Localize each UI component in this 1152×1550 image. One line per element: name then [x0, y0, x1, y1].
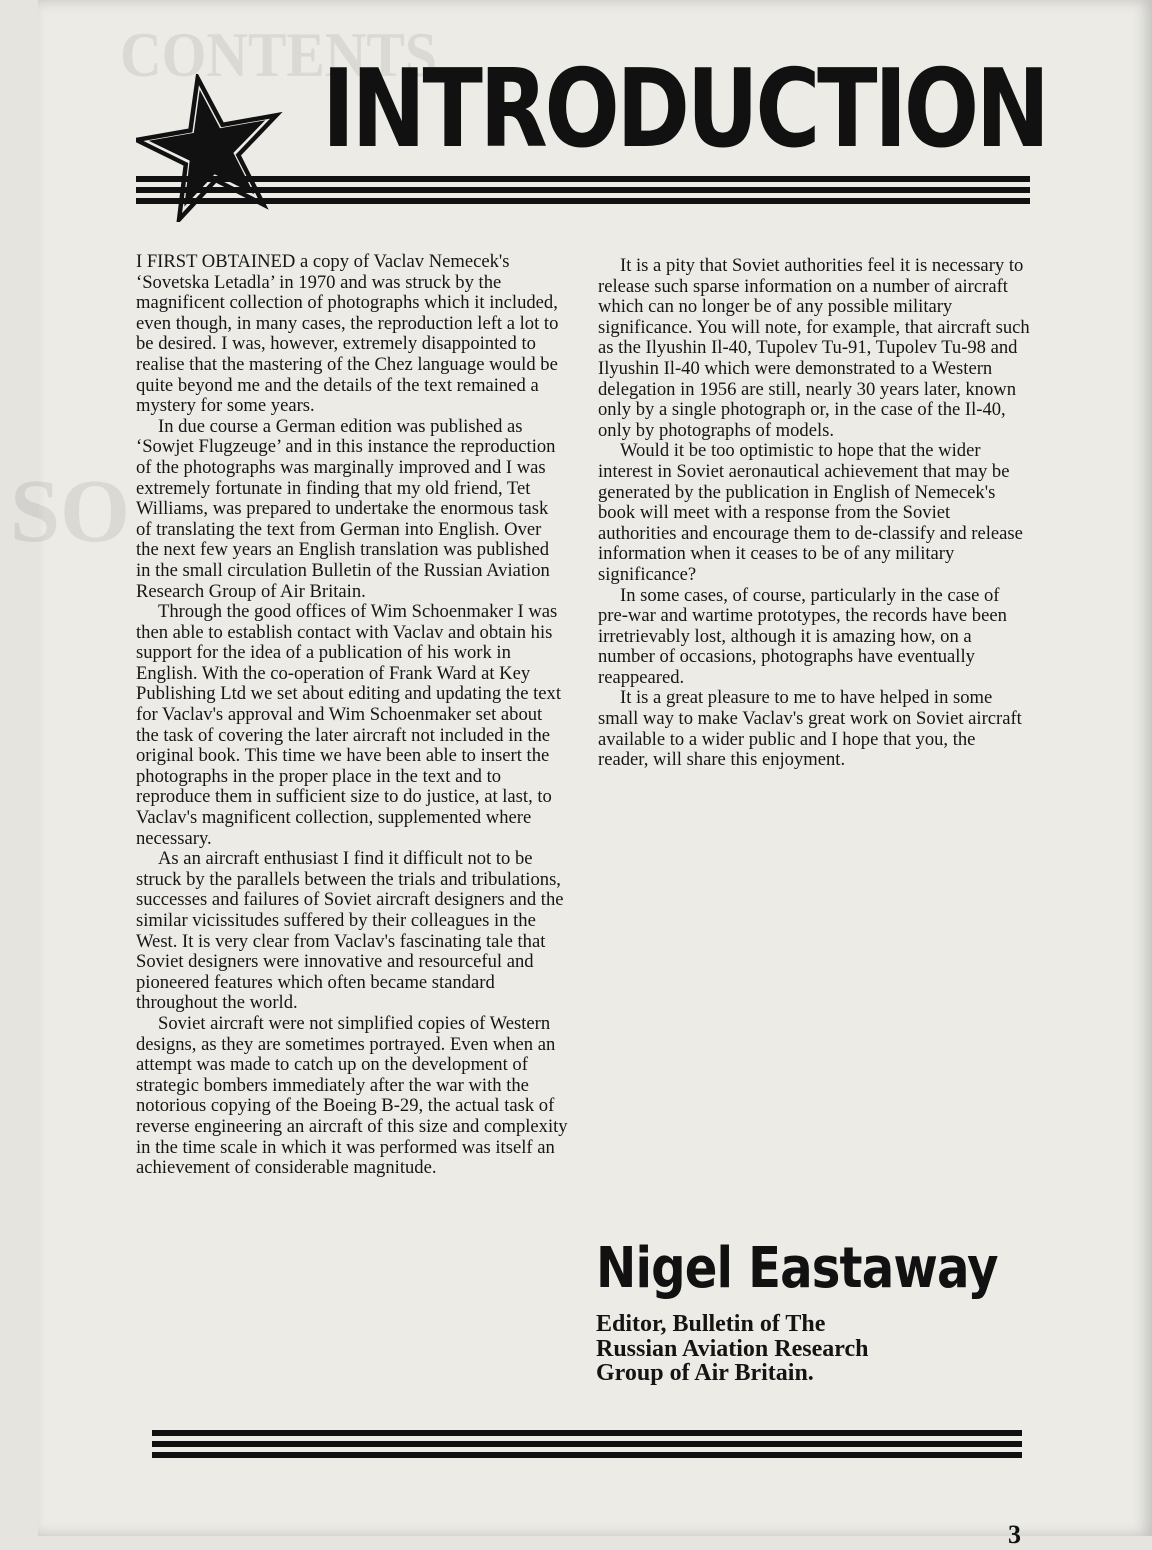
paragraph: I FIRST OBTAINED a copy of Vaclav Nemecek's ‘Sovetska Letadla’ in 1970 and was struck by the magnificent collection of photographs which it included, even though, in many cases, the reproduction left a lot to be desired. I was, however, extremely disappointed to realise that the mastering of the Chez language would be quite beyond me and the details of the text remained a mystery for some years. — [136, 251, 559, 417]
header-rule — [136, 176, 1030, 206]
footer-rule — [152, 1430, 1022, 1460]
paragraph: It is a pity that Soviet authorities feel it is necessary to release such sparse information on a number of aircraft which can no longer be of any possible military significance. You will note, for example, that aircraft such as the Ilyushin Il-40, Tupolev Tu-91, Tupolev Tu-98 and Ilyushin Il-40 which were demonstrated to a Western delegation in 1956 are still, nearly 30 years later, known only by a single photograph or, in the case of the Il-40, only by photographs of models. — [598, 255, 1030, 441]
show-through-side-text: SO — [10, 462, 131, 561]
show-through-contents-heading: CONTENTS — [120, 19, 437, 90]
paragraph: In some cases, of course, particularly in the case of pre-war and wartime prototypes, the records have been irretrievably lost, although it is amazing how, on a number of occasions, photographs have eventually reappeared. — [598, 584, 1007, 688]
page-title: INTRODUCTION — [322, 47, 1047, 172]
paragraph: Through the good offices of Wim Schoenmaker I was then able to establish contact with Vaclav and obtain his support for the idea of a publication of his work in English. With the co-operation of Frank Ward at Key Publishing Ltd we set about editing and updating the text for Vaclav's approval and Wim Schoenmaker set about the task of covering the later aircraft not included in the original book. This time we have been able to insert the photographs in the proper place in the text and to reproduce them in sufficient size to do justice, at last, to Vaclav's magnificent collection, supplemented where necessary. — [136, 601, 562, 849]
paragraph: Soviet aircraft were not simplified copies of Western designs, as they are sometimes portrayed. Even when an attempt was made to catch up on the development of strategic bombers immediately after the war with the notorious copying of the Boeing B-29, the actual task of reverse engineering an aircraft of this size and complexity in the time scale in which it was performed was itself an achievement of considerable magnitude. — [136, 1012, 568, 1179]
page-number: 3 — [1008, 1520, 1021, 1549]
paragraph: As an aircraft enthusiast I find it difficult not to be struck by the parallels between the trials and tribulations, successes and failures of Soviet aircraft designers and the similar vicissitudes suffered by their colleagues in the West. It is very clear from Vaclav's fascinating tale that Soviet designers were innovative and resourceful and pioneered features which often became standard throughout the world. — [136, 848, 564, 1014]
paragraph: In due course a German edition was published as ‘Sowjet Flugzeuge’ and in this instance the reproduction of the photographs was marginally improved and I was extremely fortunate in finding that my old friend, Tet Williams, was prepared to undertake the enormous task of translating the text from German into English. Over the next few years an English translation was published in the small circulation Bulletin of the Russian Aviation Research Group of Air Britain. — [136, 415, 556, 602]
paragraph: Would it be too optimistic to hope that the wider interest in Soviet aeronautical achievement that may be generated by the publication in English of Nemecek's book will meet with a response from the Soviet authorities and encourage them to de-classify and release information when it ceases to be of any military significance? — [598, 440, 1023, 585]
author-title-line: Editor, Bulletin of The — [596, 1311, 826, 1337]
paragraph: It is a great pleasure to me to have helped in some small way to make Vaclav's great work on Soviet aircraft available to a wider public and I hope that you, the reader, will share this enjoyment. — [598, 687, 1022, 771]
author-title-line: Russian Aviation Research — [596, 1336, 869, 1362]
text-column-left — [136, 252, 568, 1179]
author-signature: Nigel Eastaway — [596, 1236, 998, 1301]
author-title-line: Group of Air Britain. — [596, 1360, 814, 1386]
text-column-right — [598, 256, 1030, 771]
